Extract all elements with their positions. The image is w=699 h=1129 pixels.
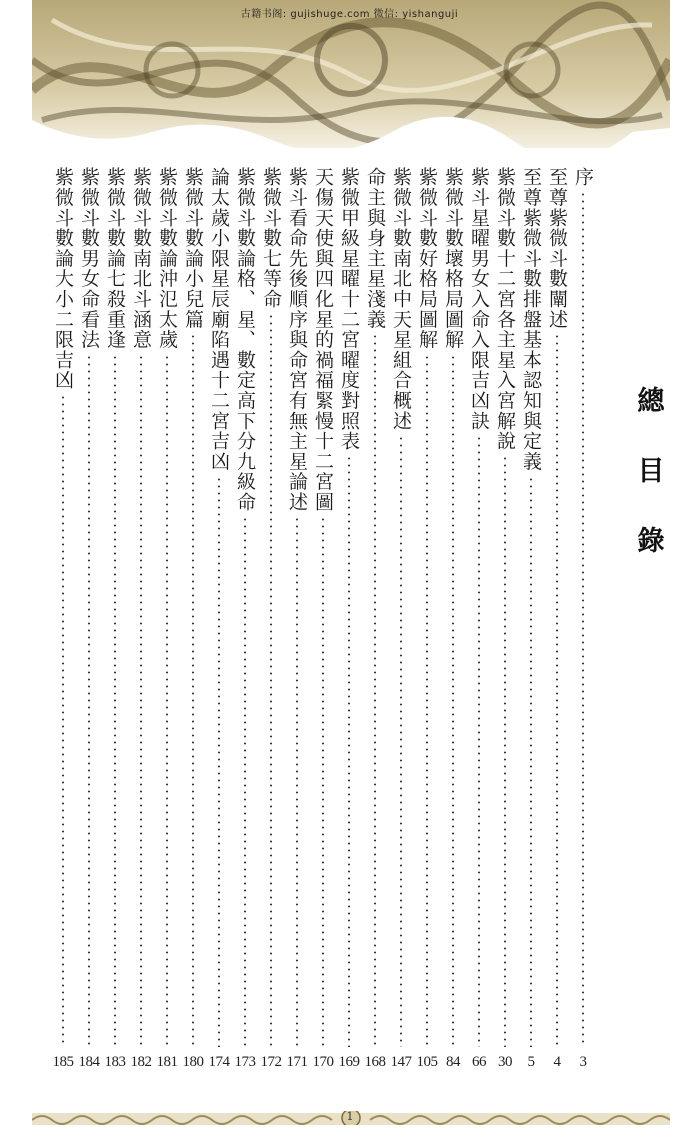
- toc-entry[interactable]: [571, 167, 595, 1047]
- page-number: 66: [472, 1054, 486, 1070]
- toc-entry-title: 至尊紫微斗數排盤基本認知與定義: [520, 167, 542, 472]
- toc-entry[interactable]: [51, 167, 75, 1047]
- leader-dots: [192, 333, 194, 1047]
- toc-entry-title: 紫斗看命先後順序與命宮有無主星論述: [286, 167, 308, 513]
- toc-entry[interactable]: [207, 167, 231, 1047]
- toc-heading-char: 錄: [637, 526, 665, 557]
- watermark-text: 古籍书阁: gujishuge.com 微信: yishanguji: [240, 9, 459, 20]
- page-number: 170: [312, 1054, 334, 1070]
- page-number: 4: [553, 1054, 561, 1070]
- toc-entry-title: 紫微斗數論沖氾太歲: [156, 167, 178, 350]
- toc-entry[interactable]: [155, 167, 179, 1047]
- leader-dots: [296, 516, 298, 1047]
- toc-entry-title: 紫微斗數南北中天星組合概述: [390, 167, 412, 431]
- toc-entry[interactable]: [441, 167, 465, 1047]
- page-number: 84: [446, 1054, 460, 1070]
- toc-entry[interactable]: [415, 167, 439, 1047]
- leader-dots: [322, 516, 324, 1047]
- page-number: 30: [498, 1054, 512, 1070]
- toc-entry-title: 紫微斗數壞格局圖解: [442, 167, 464, 350]
- toc-entry-title: 天傷天使與四化星的禍福緊慢十二宮圖: [312, 167, 334, 513]
- toc-entry[interactable]: [77, 167, 101, 1047]
- leader-dots: [374, 333, 376, 1047]
- page-number: 173: [234, 1054, 256, 1070]
- leader-dots: [530, 476, 532, 1048]
- leader-dots: [244, 516, 246, 1047]
- toc-entry-title: 命主與身主星淺義: [364, 167, 386, 330]
- toc-entry[interactable]: [285, 167, 309, 1047]
- page-number: 182: [130, 1054, 152, 1070]
- toc-entry-title: 紫微斗數論大小二限吉凶: [52, 167, 74, 391]
- toc-entry[interactable]: [337, 167, 361, 1047]
- toc-entry[interactable]: [259, 167, 283, 1047]
- leader-dots: [478, 435, 480, 1047]
- toc-entry[interactable]: [519, 167, 543, 1047]
- page-number: 3: [579, 1054, 587, 1070]
- leader-dots: [166, 354, 168, 1047]
- page-number: 185: [52, 1054, 74, 1070]
- page-number: 180: [182, 1054, 204, 1070]
- leader-dots: [582, 191, 584, 1047]
- toc-entry[interactable]: [103, 167, 127, 1047]
- page-number: 172: [260, 1054, 282, 1070]
- leader-dots: [88, 354, 90, 1047]
- toc-entry[interactable]: [389, 167, 413, 1047]
- toc-entry-title: 紫微斗數七等命: [260, 167, 282, 310]
- page-number: 183: [104, 1054, 126, 1070]
- toc-heading-char: 目: [637, 456, 665, 487]
- page-number: 184: [78, 1054, 100, 1070]
- page-number: 181: [156, 1054, 178, 1070]
- leader-dots: [504, 455, 506, 1047]
- toc-entry-title: 紫微斗數南北斗涵意: [130, 167, 152, 350]
- toc-entry-title: 紫斗星曜男女入命入限吉凶訣: [468, 167, 490, 431]
- leader-dots: [426, 354, 428, 1047]
- leader-dots: [452, 354, 454, 1047]
- toc-entry[interactable]: [545, 167, 569, 1047]
- leader-dots: [62, 394, 64, 1047]
- toc-heading: [628, 388, 674, 555]
- page-number: 169: [338, 1054, 360, 1070]
- decorative-header-banner: [32, 0, 670, 148]
- toc-entry-title: 論太歲小限星辰廟陷遇十二宮吉凶: [208, 167, 230, 472]
- toc-entry-title: 紫微斗數男女命看法: [78, 167, 100, 350]
- toc-entry[interactable]: [129, 167, 153, 1047]
- page-number: 5: [527, 1054, 535, 1070]
- toc-entry-title: 紫微斗數好格局圖解: [416, 167, 438, 350]
- toc-entry-title: 紫微斗數論小兒篇: [182, 167, 204, 330]
- folio-number: 1: [346, 1110, 354, 1123]
- page-number: 174: [208, 1054, 230, 1070]
- leader-dots: [270, 313, 272, 1047]
- toc-entry[interactable]: [467, 167, 491, 1047]
- leader-dots: [114, 354, 116, 1047]
- toc-entry-title: 序: [572, 167, 594, 188]
- leader-dots: [348, 455, 350, 1047]
- toc-entry[interactable]: [311, 167, 335, 1047]
- toc-heading-char: 總: [637, 386, 665, 417]
- page-number: 171: [286, 1054, 308, 1070]
- knotwork-ornament: [32, 0, 670, 148]
- leader-dots: [140, 354, 142, 1047]
- toc-entry-title: 至尊紫微斗數闡述: [546, 167, 568, 330]
- toc-entry[interactable]: [181, 167, 205, 1047]
- leader-dots: [218, 476, 220, 1048]
- toc-entry-title: 紫微斗數十二宮各主星入宮解說: [494, 167, 516, 452]
- toc-entry[interactable]: [363, 167, 387, 1047]
- page-number: 147: [390, 1054, 412, 1070]
- leader-dots: [400, 435, 402, 1047]
- toc-entry[interactable]: [233, 167, 257, 1047]
- toc-entry-title: 紫微斗數論格、星、數定高下分九級命: [234, 167, 256, 513]
- page-number: 105: [416, 1054, 438, 1070]
- toc-entry-title: 紫微甲級星曜十二宮曜度對照表: [338, 167, 360, 452]
- toc-entry-title: 紫微斗數論七殺重逢: [104, 167, 126, 350]
- toc-entry[interactable]: [493, 167, 517, 1047]
- page-number: 168: [364, 1054, 386, 1070]
- leader-dots: [556, 333, 558, 1047]
